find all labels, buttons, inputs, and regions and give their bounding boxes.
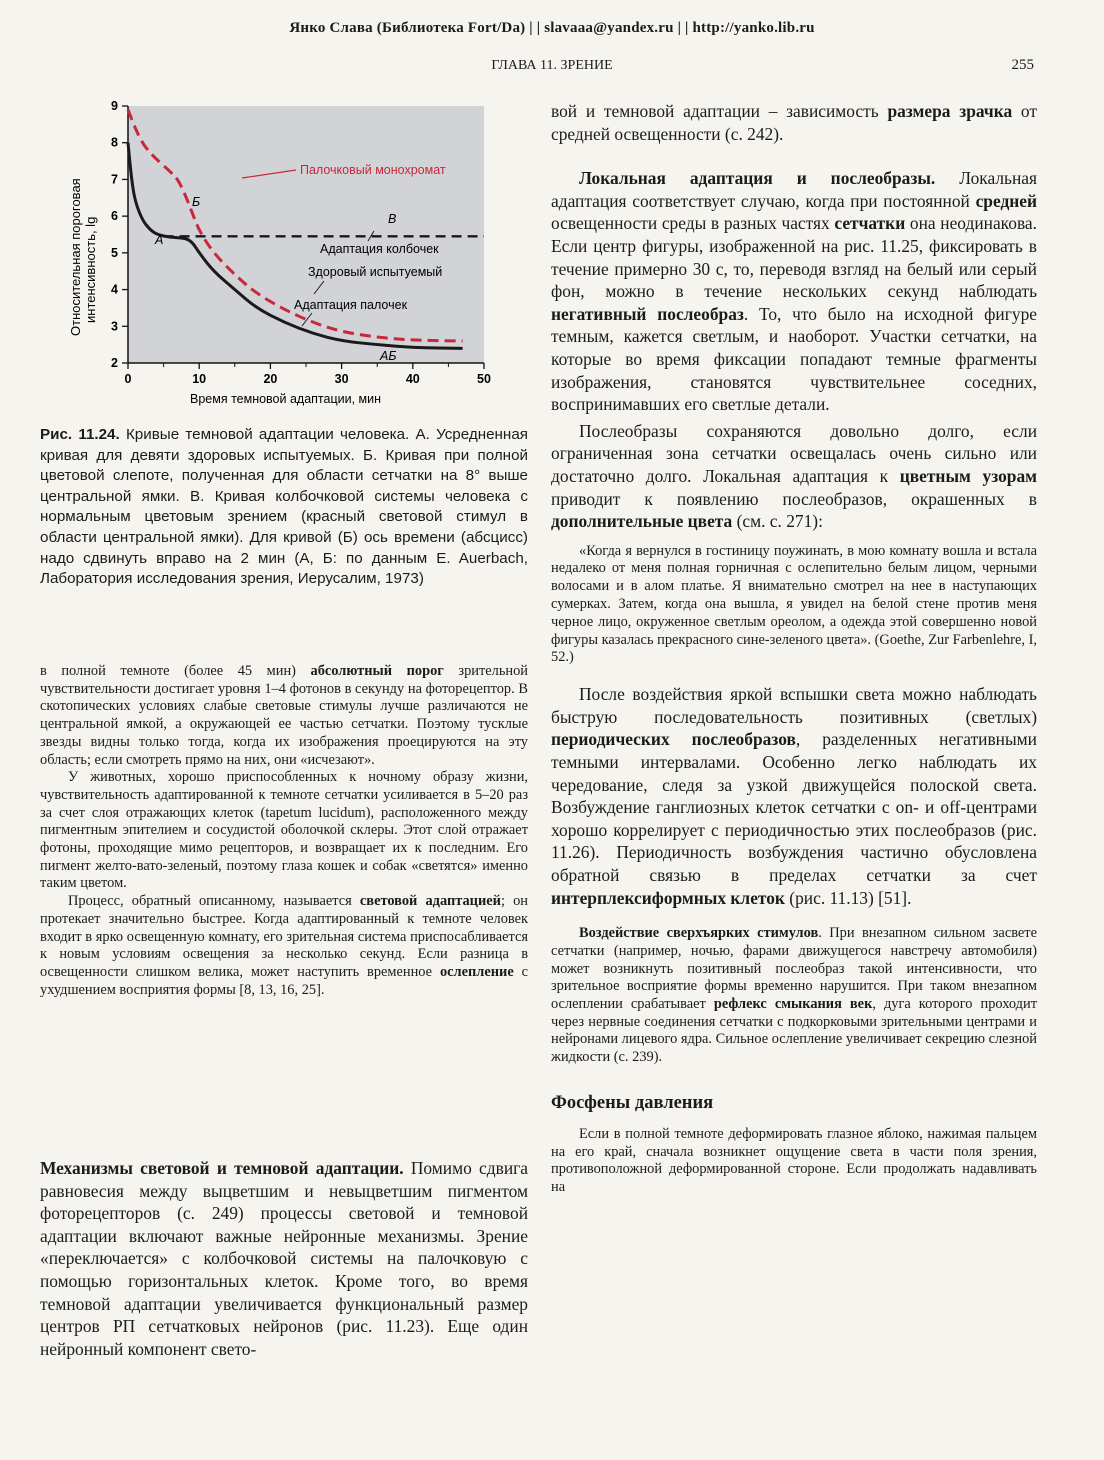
term-periodic-afterimages: периодических послеобразов — [551, 729, 796, 750]
label-a: А — [155, 233, 164, 247]
page-number: 255 — [1011, 57, 1034, 73]
y-axis-label: Относительная пороговая — [68, 178, 83, 336]
y-tick-label: 7 — [111, 172, 118, 187]
text-run: Помимо сдвига равновесия между выцветшим и невыцветшим пигментом фоторецепторов (с. 249) процессы световой и темновой адаптации включают важные нейронные механизмы. Зрение «переключается» с колбочковой системы на палочковую с помощью горизонтальных клеток. Кроме того, во время темновой адаптации увеличивается функциональный размер центров РП сетчатковых нейронов (рис. 11.23). Еще один нейронный компонент свето- — [40, 1158, 528, 1359]
x-tick-label: 30 — [334, 372, 349, 386]
label-cone-adaptation: Адаптация колбочек — [320, 242, 439, 256]
term-glare: ослепление — [439, 963, 514, 980]
text-run: вой и темновой адаптации – зависимость — [551, 101, 888, 121]
running-head: ГЛАВА 11. ЗРЕНИЕ — [491, 58, 613, 73]
y-tick-label: 4 — [111, 282, 118, 297]
x-tick-label: 10 — [192, 372, 207, 386]
y-tick-label: 2 — [111, 356, 118, 370]
paragraph-absolute-threshold — [40, 663, 528, 769]
text-run: приводит к появлению послеобразов, окрашенных в — [551, 488, 1037, 509]
text-run: . То, что было на исходной фигуре темным, кажется светлым, и наоборот. Участки сетчатки, на которые во время фиксации попадают темные фрагменты изображения, становятся чувствительнее соседних, воспринимавших его светлые детали. — [551, 303, 1037, 415]
text-run: от средней освещенности (с. 242). — [551, 101, 1038, 144]
figure-caption — [40, 425, 528, 590]
paragraph-superbright — [551, 925, 1037, 1067]
paragraph-periodic-afterimages — [551, 683, 1037, 909]
term: сетчатки — [834, 213, 906, 234]
text-run: ; он протекает значительно быстрее. Когда адаптированный к темноте человек входит в ярко освещенную комнату, его зрительная система приспосабливается к новым условиям освещения за несколько секунд. Если разница в освещенности слишком велика, может наступить временное — [40, 893, 528, 980]
term-negative-afterimage: негативный послеобраз — [551, 303, 744, 324]
text-run: (см. с. 271): — [732, 511, 823, 532]
text-run: Процесс, обратный описанному, называется — [68, 893, 360, 910]
section-heading-pressure-phosphenes: Фосфены давления — [551, 1092, 714, 1113]
section-heading-mechanisms: Механизмы световой и темновой адаптации. — [40, 1158, 404, 1178]
text-run: , дуга которого проходит через нервные соединения сетчатки с подкорковыми зрительными центрами и нейронами лицевого ядра. Сильное ослепление увеличивает секрецию слезной жидкости (с. 239). — [551, 996, 1037, 1066]
label-healthy-subject: Здоровый испытуемый — [308, 265, 443, 279]
text-run: После воздействия яркой вспышки света можно наблюдать быструю последовательность позитивных (светлых) — [551, 684, 1037, 727]
term-color-patterns: цветным узорам — [899, 465, 1037, 486]
paragraph-mechanisms — [40, 1157, 528, 1360]
term: средней — [975, 190, 1037, 211]
caption-text: Кривые темновой адаптации человека. А. Усредненная кривая для девяти здоровых испытуемых. Б. Кривая при полной цветовой слепоте, полученная для области сетчатки на 8° выше центральной ямки. В. Кривая колбочковой системы человека с нормальным цветовым зрением (красный световой стимул в области центральной ямки). Для кривой (Б) ось времени (абсцисс) надо сдвинуть вправо на 2 мин (А, Б: по данным E. Auerbach, Лаборатория исследования зрения, Иерусалим, 1973) — [40, 426, 528, 588]
x-tick-label: 40 — [405, 372, 420, 386]
text-run: в полной темноте (более 45 мин) — [40, 663, 311, 679]
x-tick-label: 20 — [263, 372, 278, 386]
section-heading-local-adaptation: Локальная адаптация и послеобразы. — [579, 168, 936, 189]
paragraph-tapetum: У животных, хорошо приспособленных к ночному образу жизни, чувствительность адаптированной к темноте сетчатки усиливается в 5–20 раз за счет слоя отражающих клеток (tapetum lucidum), расположенного между пигментным эпителием и сосудистой оболочкой склеры. Этот слой отражает фотоны, проходящие мимо рецепторов, и возвращает их к последним. Его пигмент желто-вато-зеленый, поэтому глаза кошек и собак «светятся» именно таким цветом. — [40, 769, 528, 892]
paragraph-afterimages — [551, 420, 1037, 533]
y-tick-label: 6 — [111, 209, 118, 224]
label-v: В — [388, 212, 397, 226]
goethe-quote: «Когда я вернулся в гостиницу поужинать, в мою комнату вошла и встала недалеко от меня полная горничная с ослепительно белым лицом, черными волосами и в алом платье. Я внимательно смотрел на нее в наступающих сумерках. Затем, когда она вышла, я увидел на белой стене против меня черное лицо, окруженное светлым ореолом, а одежда этой совершенно новой фигуры казалась прекрасного сине-зеленого цвета». (Goethe, Zur Farbenlehre, I, 52.) — [551, 542, 1037, 666]
text-run: с ухудшением восприятия формы [8, 13, 16, 25]. — [40, 963, 528, 998]
text-run: зрительной чувствительности достигает уровня 1–4 фотонов в секунду на фоторецептор. В скотопических условиях слабые световые стимулы лучше различаются не центральной ямкой, а окружающей ее частью сетчатки. Поэтому тусклые звезды видны только тогда, когда их изображения проецируются на эту область; если смотреть прямо на них, они «исчезают». — [40, 663, 528, 768]
plot-area — [128, 106, 484, 363]
term-interplexiform-cells: интерплексиформных клеток — [551, 887, 785, 908]
term-complementary-colors: дополнительные цвета — [551, 511, 733, 532]
text-run: Локальная адаптация соответствует случаю, когда при постоянной — [551, 168, 1037, 211]
term-absolute-threshold: абсолютный порог — [310, 663, 444, 679]
term-pupil-size: размера зрачка — [887, 101, 1013, 121]
label-rod-monochromat: Палочковый монохромат — [300, 163, 446, 177]
text-run: Послеобразы сохраняются довольно долго, если ограниченная зона сетчатки освещалась очень сильно или достаточно долго. Локальная адаптация к — [551, 420, 1037, 486]
y-tick-label: 5 — [111, 245, 118, 260]
text-run: . При внезапном сильном засвете сетчатки (например, ночью, фарами движущегося навстречу автомобиля) может возникнуть позитивный послеобраз такой интенсивности, что зрительное восприятие формы временно нарушится. При таком внезапном ослеплении срабатывает — [551, 925, 1037, 1013]
caption-label: Рис. 11.24. — [40, 426, 120, 443]
section-heading-superbright: Воздействие сверхъярких стимулов — [579, 925, 819, 942]
dark-adaptation-chart — [62, 98, 532, 418]
label-b: Б — [192, 195, 201, 209]
text-run: она неодинакова. Если центр фигуры, изображенной на рис. 11.25, фиксировать в течение примерно 30 с, то, переводя взгляд на белый или серый фон, можно в течение нескольких секунд наблюдать — [551, 213, 1037, 302]
paragraph-local-adaptation — [551, 167, 1037, 416]
term-light-adaptation: световой адаптацией — [359, 893, 501, 910]
y-tick-label: 8 — [111, 135, 118, 150]
figure-11-24 — [62, 98, 532, 418]
y-tick-label: 9 — [111, 99, 118, 113]
paragraph-light-adaptation — [40, 893, 528, 999]
y-tick-label: 3 — [111, 319, 118, 334]
x-tick-label: 0 — [124, 372, 132, 386]
text-run: (рис. 11.13) [51]. — [784, 887, 912, 908]
y-axis-label-2: интенсивность, lg — [83, 216, 98, 323]
x-tick-label: 50 — [477, 372, 491, 386]
left-column-mechanisms — [40, 1157, 528, 1360]
term-blink-reflex: рефлекс смыкания век — [713, 996, 873, 1013]
text-run: освещенности среды в разных частях — [551, 213, 835, 234]
label-ab: АБ — [380, 349, 397, 363]
text-run: , разделенных негативными темными интервалами. Особенно легко наблюдать их чередование, следя за узкой движущейся полоской света. Возбуждение ганглиозных клеток сетчатки с on- и off-центрами хорошо коррелирует с периодичностью этих послеобразов (рис. 11.26). Периодичность возбуждения частично обусловлена обратной связью в пределах сетчатки за счет — [551, 729, 1037, 886]
x-axis-label: Время темновой адаптации, мин — [190, 392, 382, 406]
left-column-small-text — [40, 663, 528, 999]
right-column — [551, 100, 1037, 1197]
label-rod-adaptation: Адаптация палочек — [294, 298, 408, 312]
paragraph-pupil — [551, 100, 1037, 145]
library-banner: Янко Слава (Библиотека Fort/Da) | | slavaaa@yandex.ru | | http://yanko.lib.ru — [289, 20, 815, 36]
paragraph-phosphenes: Если в полной темноте деформировать глазное яблоко, нажимая пальцем на его край, сначала возникнет ощущение света в части поля зрения, противоположной деформированной стороне. Если продолжать надавливать на — [551, 1125, 1037, 1195]
